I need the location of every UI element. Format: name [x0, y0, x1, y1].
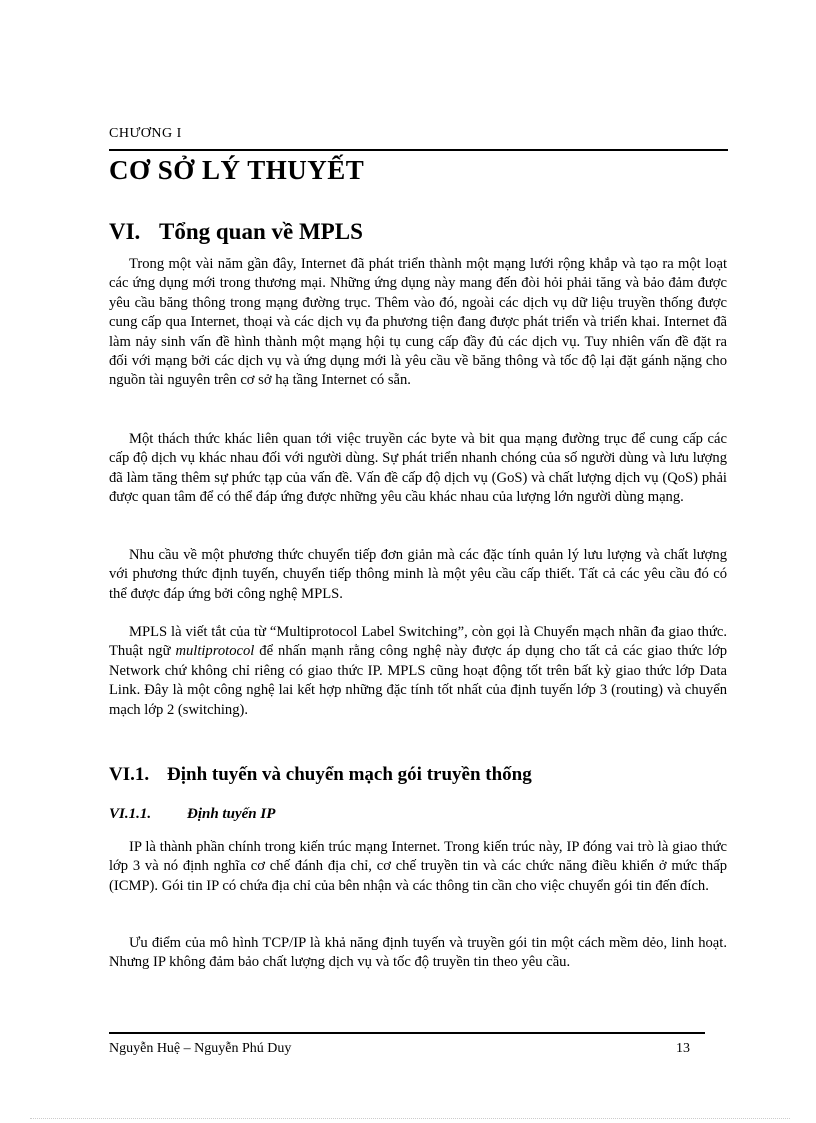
section-heading — [109, 219, 363, 245]
subsubsection-number: VI.1.1. — [109, 806, 152, 822]
paragraph-mpls-definition — [109, 623, 727, 720]
chapter-label: CHƯƠNG I — [109, 126, 182, 141]
paragraph-text: để nhấn mạnh rằng công nghệ này được áp dụng cho tất cả các giao thức lớp Network chứ không chỉ riêng có giao thức IP. MPLS cũng hoạt động tốt trên bất kỳ giao thức lớp Data Link. Đây là một công nghệ lai kết hợp những đặc tính tốt nhất của định tuyến lớp 3 (routing) và chuyển mạch lớp 2 (switching). — [109, 643, 728, 718]
paragraph-text: MPLS là viết tắt của từ “Multiprotocol Label Switching”, còn gọi là Chuyển mạch nhãn đa giao thức. Thuật ngữ — [109, 624, 727, 660]
paragraph-challenge: Một thách thức khác liên quan tới việc truyền các byte và bit qua mạng đường trục để cung cấp các cấp độ dịch vụ khác nhau đối với người dùng. Sự phát triển nhanh chóng của số người dùng và lưu lượng đã làm tăng thêm sự phức tạp của vấn đề. Vấn đề cấp độ dịch vụ (GoS) và chất lượng dịch vụ (QoS) phải được quan tâm để có thể đáp ứng được những yêu cầu khác nhau của lượng lớn người dùng mạng. — [109, 431, 727, 506]
section-title: Tổng quan về MPLS — [159, 219, 363, 244]
page-number: 13 — [676, 1041, 690, 1056]
footer-divider — [109, 1032, 705, 1034]
subsection-title: Định tuyến và chuyển mạch gói truyền thống — [167, 764, 532, 785]
paragraph-need: Nhu cầu về một phương thức chuyển tiếp đơn giản mà các đặc tính quản lý lưu lượng và chất lượng với phương thức định tuyến, chuyển tiếp thông minh là một yêu cầu cấp thiết. Tất cả các yêu cầu đó có thể được đáp ứng bởi công nghệ MPLS. — [109, 547, 727, 602]
subsubsection-title: Định tuyến IP — [187, 806, 276, 822]
subsection-heading — [109, 764, 532, 786]
footer-authors: Nguyễn Huệ – Nguyễn Phú Duy — [109, 1041, 292, 1056]
page-edge-divider — [30, 1118, 790, 1119]
emphasis-term: multiprotocol — [175, 643, 255, 660]
subsubsection-heading — [109, 806, 275, 823]
subsection-number: VI.1. — [109, 764, 150, 785]
paragraph-intro: Trong một vài năm gần đây, Internet đã phát triển thành một mạng lưới rộng khắp và tạo ra một loạt các ứng dụng mới trong thương mại. Những ứng dụng này mang đến đòi hỏi phải tăng và bảo đảm được yêu cầu băng thông trong mạng đường trục. Thêm vào đó, ngoài các dịch vụ dữ liệu truyền thống được cung cấp qua Internet, thoại và các dịch vụ đa phương tiện đang được phát triển và triển khai. Internet đã làm nảy sinh vấn đề hình thành một mạng hội tụ cung cấp đầy đủ các dịch vụ. Tuy nhiên vấn đề đặt ra đối với mạng bởi các dịch vụ và ứng dụng mới là yêu cầu về băng thông và tốc độ lại đặt gánh nặng cho nguồn tài nguyên trên cơ sở hạ tầng Internet có sẵn. — [109, 256, 727, 389]
paragraph-tcpip: Ưu điểm của mô hình TCP/IP là khả năng định tuyến và truyền gói tin một cách mềm dẻo, linh hoạt. Nhưng IP không đảm bảo chất lượng dịch vụ và tốc độ truyền tin theo yêu cầu. — [109, 935, 727, 971]
chapter-divider — [109, 149, 728, 151]
chapter-title: CƠ SỞ LÝ THUYẾT — [109, 155, 365, 185]
section-number: VI. — [109, 219, 141, 244]
paragraph-ip: IP là thành phần chính trong kiến trúc mạng Internet. Trong kiến trúc này, IP đóng vai trò là giao thức lớp 3 và nó định nghĩa cơ chế đánh địa chỉ, cơ chế truyền tin và các chức năng điều khiển ở mức thấp (ICMP). Gói tin IP có chứa địa chỉ của bên nhận và các thông tin cần cho việc chuyển gói tin đến đích. — [109, 839, 727, 894]
